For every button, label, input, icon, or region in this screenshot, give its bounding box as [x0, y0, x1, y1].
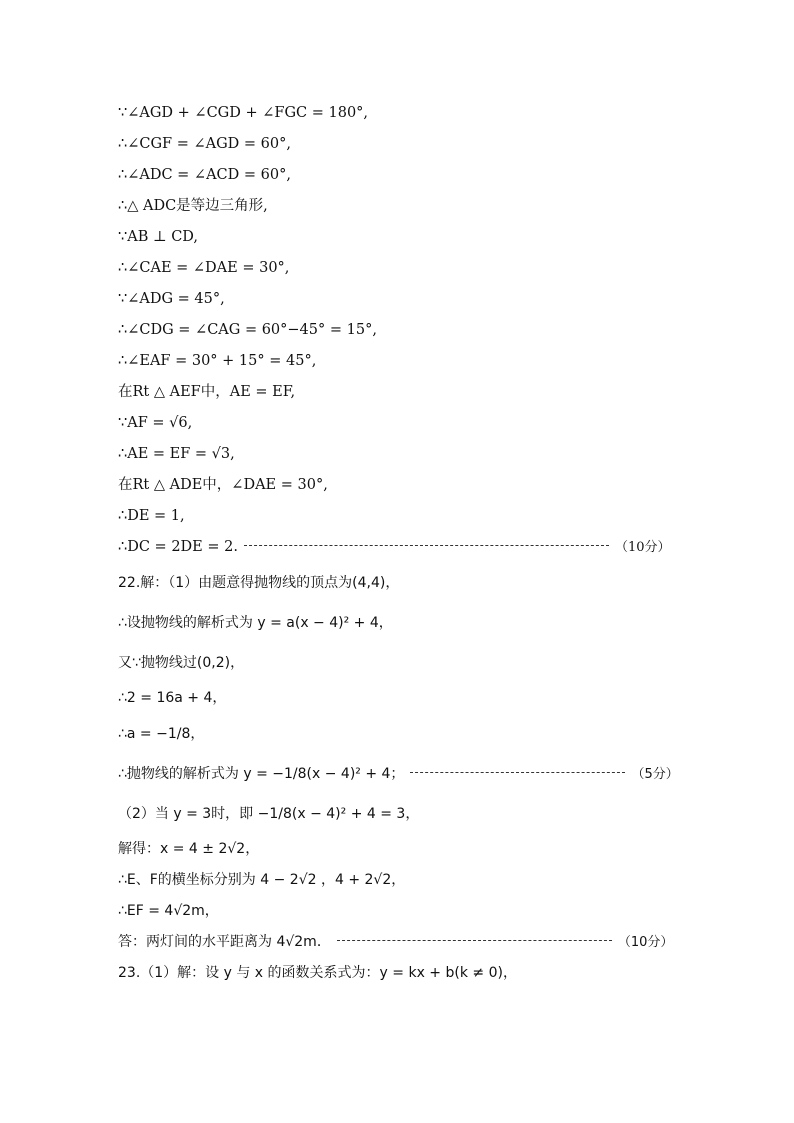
proof-line: 在Rt △ ADE中，∠DAE = 30°, [118, 477, 328, 493]
dotted-leader [410, 772, 625, 773]
dotted-leader [337, 940, 612, 941]
q22-line-text: ∴抛物线的解析式为 y = −1/8(x − 4)² + 4； [118, 766, 405, 782]
proof-line: ∴∠CGF = ∠AGD = 60°, [118, 136, 291, 152]
q22-line: ∴a = −1/8， [118, 726, 205, 742]
score-mark: （10分） [614, 540, 671, 555]
score-mark: （10分） [617, 935, 674, 950]
proof-line: ∴∠CAE = ∠DAE = 30°, [118, 260, 290, 276]
q22-line: ∴E、F的横坐标分别为 4 − 2√2 ，4 + 2√2， [118, 872, 406, 888]
dotted-leader [244, 545, 609, 546]
q23-intro: 23.（1）解：设 y 与 x 的函数关系式为：y = kx + b(k ≠ 0)， [118, 965, 517, 981]
proof-final-text: ∴DC = 2DE = 2. [118, 539, 238, 555]
proof-line: ∵∠ADG = 45°, [118, 291, 225, 307]
q22-line-text: 答：两灯间的水平距离为 4√2m． [118, 934, 331, 950]
proof-line: ∴∠ADC = ∠ACD = 60°, [118, 167, 291, 183]
q22-line-score [118, 927, 678, 958]
proof-line: ∴AE = EF = √3, [118, 446, 235, 462]
score-mark: （5分） [631, 767, 679, 782]
proof-line: ∴∠EAF = 30° + 15° = 45°, [118, 353, 317, 369]
proof-line: ∴∠CDG = ∠CAG = 60°−45° = 15°, [118, 322, 377, 338]
proof-line: ∵AB ⊥ CD, [118, 229, 199, 245]
proof-line: 在Rt △ AEF中，AE = EF, [118, 384, 296, 400]
document-page [118, 98, 678, 989]
q22-line: 又∵抛物线过(0,2)， [118, 655, 245, 671]
proof-line: ∵∠AGD + ∠CGD + ∠FGC = 180°, [118, 105, 369, 121]
q22-line: （2）当 y = 3时，即 −1/8(x − 4)² + 4 = 3， [118, 806, 420, 822]
q22-line-score [118, 754, 678, 794]
proof-line: ∴DE = 1, [118, 508, 185, 524]
q22-line: ∴2 = 16a + 4， [118, 690, 227, 706]
proof-line: ∵AF = √6, [118, 415, 193, 431]
q22-intro: 22.解：（1）由题意得抛物线的顶点为(4,4)， [118, 575, 400, 591]
q22-line: ∴设抛物线的解析式为 y = a(x − 4)² + 4， [118, 615, 393, 631]
proof-line: ∴△ ADC是等边三角形, [118, 198, 268, 214]
proof-final-line [118, 532, 678, 563]
q22-line: ∴EF = 4√2m， [118, 903, 219, 919]
q22-line: 解得：x = 4 ± 2√2， [118, 841, 260, 857]
